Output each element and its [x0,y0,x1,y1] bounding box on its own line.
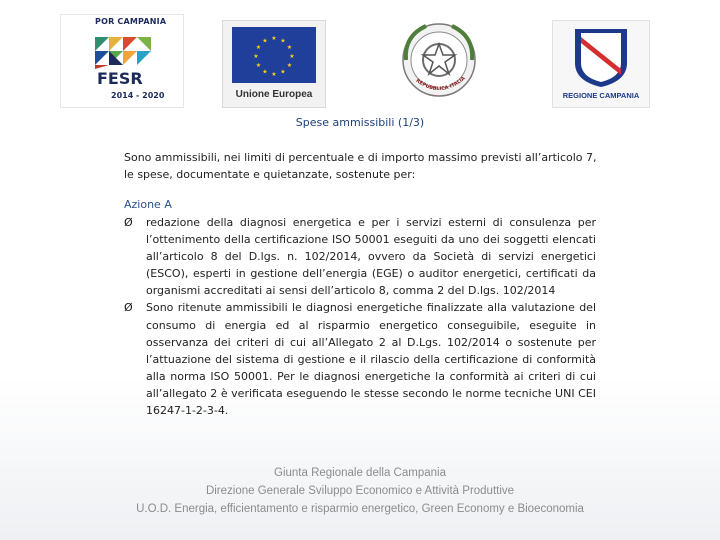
bullet-text: redazione della diagnosi energetica e per i servizi esterni di consulenza per l’ottenimento della certificazione ISO 50001 eseguiti da uno dei soggetti elencati all’articolo 8 del D.lgs. n. 102/2014, ovvero da Società di servizi energetici (ESCO), esperti in gestione dell’energia (EGE) o auditor energetici, certificati da organismi accreditati ai sensi dell’articolo 8, comma 2 del D.lgs. 102/2014 [146,216,596,298]
repubblica-italiana-emblem [398,16,480,106]
footer [0,464,720,518]
svg-text:★: ★ [253,53,259,60]
por-title: POR CAMPANIA [95,17,167,26]
bullet-list [124,214,596,419]
emblem-label: REPUBBLICA ITALIA [414,75,467,93]
arrow-bullet-icon: Ø [124,216,133,229]
rc-label: REGIONE CAMPANIA [562,91,640,100]
unione-europea-logo [222,20,326,108]
svg-text:★: ★ [286,44,293,51]
regione-campania-logo [552,20,650,108]
arrow-bullet-icon: Ø [124,301,133,315]
svg-text:★: ★ [280,68,286,76]
eu-flag-icon [232,27,316,83]
bullet-item [124,299,596,419]
emblem-icon [398,16,480,106]
slide-title: Spese ammissibili (1/3) [295,116,425,129]
svg-text:★: ★ [262,37,268,45]
bullet-text: Sono ritenute ammissibili le diagnosi energetiche finalizzate alla valutazione del consumo di energia ed al risparmio energetico conseguibile, eseguite in osservanza dei criteri di cui all’Allegato 2 al D.Lgs. 102/2014 o sostenute per l’attuazione del sistema di gestione e il rilascio della certificazione di conformità alla norma ISO 50001. Per le diagnosi energetiche la conformità ai criteri di cui all’allegato 2 è verificata eseguendo le stesse secondo le norme tecniche UNI CEI 16247-1-2-3-4. [146,301,596,418]
regione-campania-shield-icon [553,21,649,89]
svg-text:★: ★ [289,53,295,60]
footer-line-1: Giunta Regionale della Campania [274,467,446,479]
por-years: 2014 - 2020 [111,91,165,100]
section-heading-azione-a: Azione A [124,198,172,211]
por-campania-fesr-logo [60,14,184,108]
fesr-title: FESR [97,69,143,88]
intro-paragraph: Sono ammissibili, nei limiti di percentuale e di importo massimo previsti all’articolo 7, le spese, documentate e quietanzate, sostenute per: [124,151,597,181]
svg-text:★: ★ [255,44,262,51]
footer-line-2: Direzione Generale Sviluppo Economico e Attività Produttive [205,485,515,497]
logo-bar [0,14,720,109]
ue-label: Unione Europea [235,89,313,100]
footer-line-3: U.O.D. Energia, efficientamento e risparmio energetico, Green Economy e Bioeconomia [136,503,584,515]
svg-text:★: ★ [286,62,293,69]
svg-text:★: ★ [280,37,286,45]
svg-text:★: ★ [271,35,277,42]
svg-text:★: ★ [271,71,277,78]
svg-text:★: ★ [255,62,262,69]
svg-text:★: ★ [262,68,268,76]
bullet-item [124,214,596,299]
